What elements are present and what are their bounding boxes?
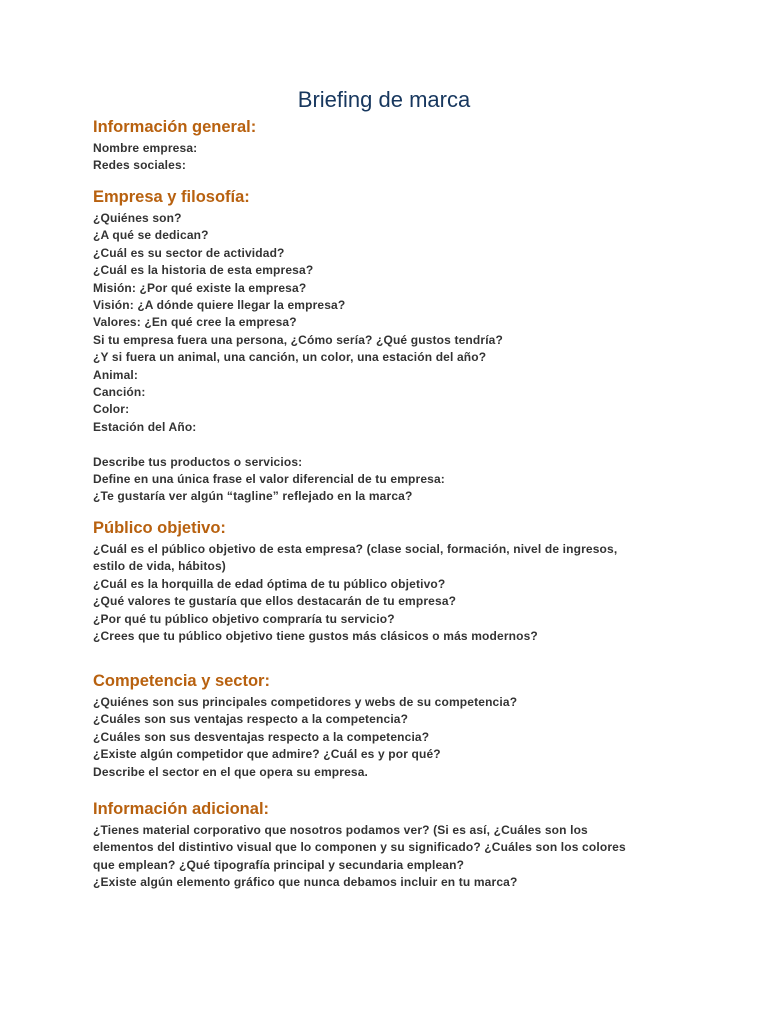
- section-heading: Información general:: [93, 118, 257, 136]
- section-competencia-sector: [93, 671, 693, 781]
- text-line: ¿Cuáles son sus ventajas respecto a la competencia?: [93, 712, 409, 727]
- text-line: elementos del distintivo visual que lo componen y su significado? ¿Cuáles son los colores: [93, 840, 626, 855]
- text-line: ¿Existe algún elemento gráfico que nunca debamos incluir en tu marca?: [93, 875, 518, 890]
- text-line: Describe el sector en el que opera su empresa.: [93, 764, 369, 779]
- text-line: Estación del Año:: [93, 419, 197, 434]
- text-line: ¿Existe algún competidor que admire? ¿Cuál es y por qué?: [93, 747, 441, 762]
- blank-line: [93, 436, 693, 453]
- text-line: Canción:: [93, 385, 146, 400]
- document-title: Briefing de marca: [297, 87, 471, 112]
- section-heading: Competencia y sector:: [93, 672, 270, 690]
- text-line: ¿Cuál es la horquilla de edad óptima de tu público objetivo?: [93, 576, 446, 591]
- section-heading: Empresa y filosofía:: [93, 188, 250, 206]
- text-line: ¿Y si fuera un animal, una canción, un color, una estación del año?: [93, 350, 487, 365]
- text-line: Valores: ¿En qué cree la empresa?: [93, 315, 297, 330]
- text-line: Misión: ¿Por qué existe la empresa?: [93, 280, 307, 295]
- text-line: ¿Qué valores te gustaría que ellos destacarán de tu empresa?: [93, 594, 457, 609]
- text-line: que emplean? ¿Qué tipografía principal y secundaria emplean?: [93, 857, 465, 872]
- text-line: ¿Crees que tu público objetivo tiene gustos más clásicos o más modernos?: [93, 629, 538, 644]
- text-line: Animal:: [93, 367, 139, 382]
- text-line: Color:: [93, 402, 130, 417]
- text-line: Si tu empresa fuera una persona, ¿Cómo sería? ¿Qué gustos tendría?: [93, 332, 503, 347]
- text-line: ¿Quiénes son?: [93, 211, 182, 225]
- section-empresa-filosofia: [93, 187, 693, 506]
- text-line: estilo de vida, hábitos): [93, 559, 226, 574]
- text-line: ¿A qué se dedican?: [93, 228, 209, 243]
- text-line: ¿Cuál es el público objetivo de esta empresa? (clase social, formación, nivel de ingresos,: [93, 542, 618, 556]
- text-line: ¿Cuáles son sus desventajas respecto a la competencia?: [93, 729, 430, 744]
- text-line: Describe tus productos o servicios:: [93, 454, 303, 469]
- section-heading: Información adicional:: [93, 800, 270, 818]
- text-line: ¿Quiénes son sus principales competidores y webs de su competencia?: [93, 695, 518, 709]
- text-line: Define en una única frase el valor diferencial de tu empresa:: [93, 472, 445, 487]
- section-publico-objetivo: [93, 518, 693, 645]
- text-line: ¿Por qué tu público objetivo compraría tu servicio?: [93, 611, 395, 626]
- section-informacion-adicional: [93, 799, 693, 892]
- section-informacion-general: [93, 117, 693, 175]
- text-line: Nombre empresa:: [93, 141, 198, 155]
- text-line: Redes sociales:: [93, 158, 186, 173]
- text-line: ¿Te gustaría ver algún “tagline” reflejado en la marca?: [93, 489, 413, 504]
- text-line: ¿Cuál es su sector de actividad?: [93, 245, 285, 260]
- text-line: Visión: ¿A dónde quiere llegar la empresa?: [93, 298, 346, 313]
- text-line: ¿Cuál es la historia de esta empresa?: [93, 263, 314, 278]
- section-heading: Público objetivo:: [93, 519, 226, 537]
- text-line: ¿Tienes material corporativo que nosotros podamos ver? (Si es así, ¿Cuáles son los: [93, 823, 588, 837]
